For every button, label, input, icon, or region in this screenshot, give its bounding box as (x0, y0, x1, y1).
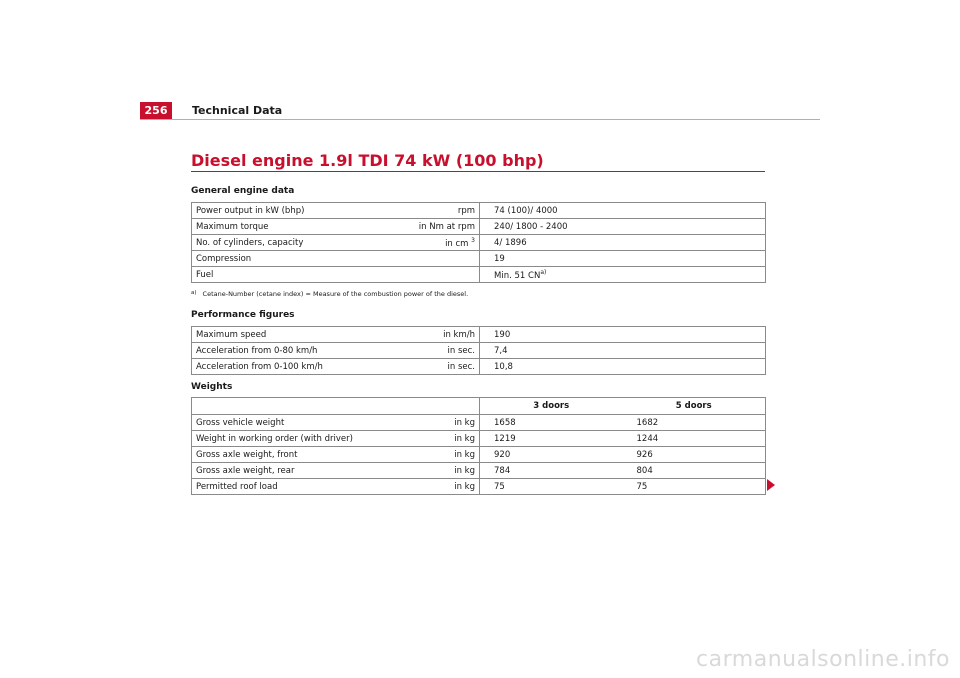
row-label: Gross vehicle weight (192, 415, 392, 431)
table-row (192, 343, 766, 359)
row-value: 190 (480, 327, 766, 343)
table-row (192, 359, 766, 375)
row-value-5-doors: 75 (623, 479, 766, 495)
row-unit: in kg (392, 415, 480, 431)
row-value: 240/ 1800 - 2400 (480, 219, 766, 235)
row-label: Acceleration from 0-80 km/h (192, 343, 392, 359)
value-text: Min. 51 CN (494, 270, 541, 281)
table-row (192, 463, 766, 479)
header-blank-cell (192, 398, 480, 415)
table-row (192, 447, 766, 463)
row-value: 4/ 1896 (480, 235, 766, 251)
row-unit: in Nm at rpm (392, 219, 480, 235)
row-label: Gross axle weight, rear (192, 463, 392, 479)
row-unit: in kg (392, 479, 480, 495)
row-unit: in km/h (392, 327, 480, 343)
next-page-arrow-icon[interactable] (767, 479, 775, 491)
footnote-marker: a) (191, 290, 197, 296)
row-label: No. of cylinders, capacity (192, 235, 392, 251)
weights-table (191, 397, 766, 495)
row-label: Fuel (192, 267, 392, 283)
row-value: 10,8 (480, 359, 766, 375)
performance-figures-table (191, 326, 766, 375)
row-label: Power output in kW (bhp) (192, 203, 392, 219)
table-row (192, 479, 766, 495)
column-header-3-doors: 3 doors (480, 398, 623, 415)
row-label: Weight in working order (with driver) (192, 431, 392, 447)
footnote-text: Cetane-Number (cetane index) = Measure of the combustion power of the diesel. (202, 290, 469, 298)
unit-text: in cm (445, 238, 469, 249)
weights-heading: Weights (191, 382, 233, 392)
row-value-3-doors: 1658 (480, 415, 623, 431)
row-unit: in kg (392, 463, 480, 479)
page-title: Diesel engine 1.9l TDI 74 kW (100 bhp) (191, 151, 544, 170)
page-number-badge: 256 (140, 102, 172, 119)
row-value: 7,4 (480, 343, 766, 359)
row-unit: in kg (392, 447, 480, 463)
row-value-3-doors: 75 (480, 479, 623, 495)
footnote (191, 290, 468, 298)
row-unit: in kg (392, 431, 480, 447)
table-row (192, 251, 766, 267)
performance-figures-heading: Performance figures (191, 310, 295, 320)
title-divider (191, 171, 765, 172)
table-row (192, 267, 766, 283)
table-row (192, 431, 766, 447)
watermark: carmanualsonline.info (696, 647, 950, 672)
header-title: Technical Data (192, 104, 283, 117)
row-value-5-doors: 1244 (623, 431, 766, 447)
general-engine-data-heading: General engine data (191, 186, 295, 196)
row-value-5-doors: 804 (623, 463, 766, 479)
row-label: Acceleration from 0-100 km/h (192, 359, 392, 375)
table-header-row (192, 398, 766, 415)
row-unit (392, 267, 480, 283)
table-row (192, 235, 766, 251)
row-unit (392, 235, 480, 251)
row-unit: rpm (392, 203, 480, 219)
row-value-5-doors: 1682 (623, 415, 766, 431)
table-row (192, 219, 766, 235)
row-label: Maximum speed (192, 327, 392, 343)
row-value-3-doors: 784 (480, 463, 623, 479)
row-unit: in sec. (392, 359, 480, 375)
general-engine-data-table (191, 202, 766, 283)
row-unit (392, 251, 480, 267)
row-label: Compression (192, 251, 392, 267)
row-label: Gross axle weight, front (192, 447, 392, 463)
table-row (192, 415, 766, 431)
row-label: Maximum torque (192, 219, 392, 235)
row-unit: in sec. (392, 343, 480, 359)
row-value: 19 (480, 251, 766, 267)
table-row (192, 203, 766, 219)
row-value-5-doors: 926 (623, 447, 766, 463)
row-value: 74 (100)/ 4000 (480, 203, 766, 219)
footnote-reference[interactable]: a) (540, 268, 547, 276)
row-value-3-doors: 920 (480, 447, 623, 463)
unit-superscript: 3 (471, 236, 475, 244)
header-divider (140, 119, 820, 120)
table-row (192, 327, 766, 343)
row-value-3-doors: 1219 (480, 431, 623, 447)
row-label: Permitted roof load (192, 479, 392, 495)
row-value (480, 267, 766, 283)
column-header-5-doors: 5 doors (623, 398, 766, 415)
